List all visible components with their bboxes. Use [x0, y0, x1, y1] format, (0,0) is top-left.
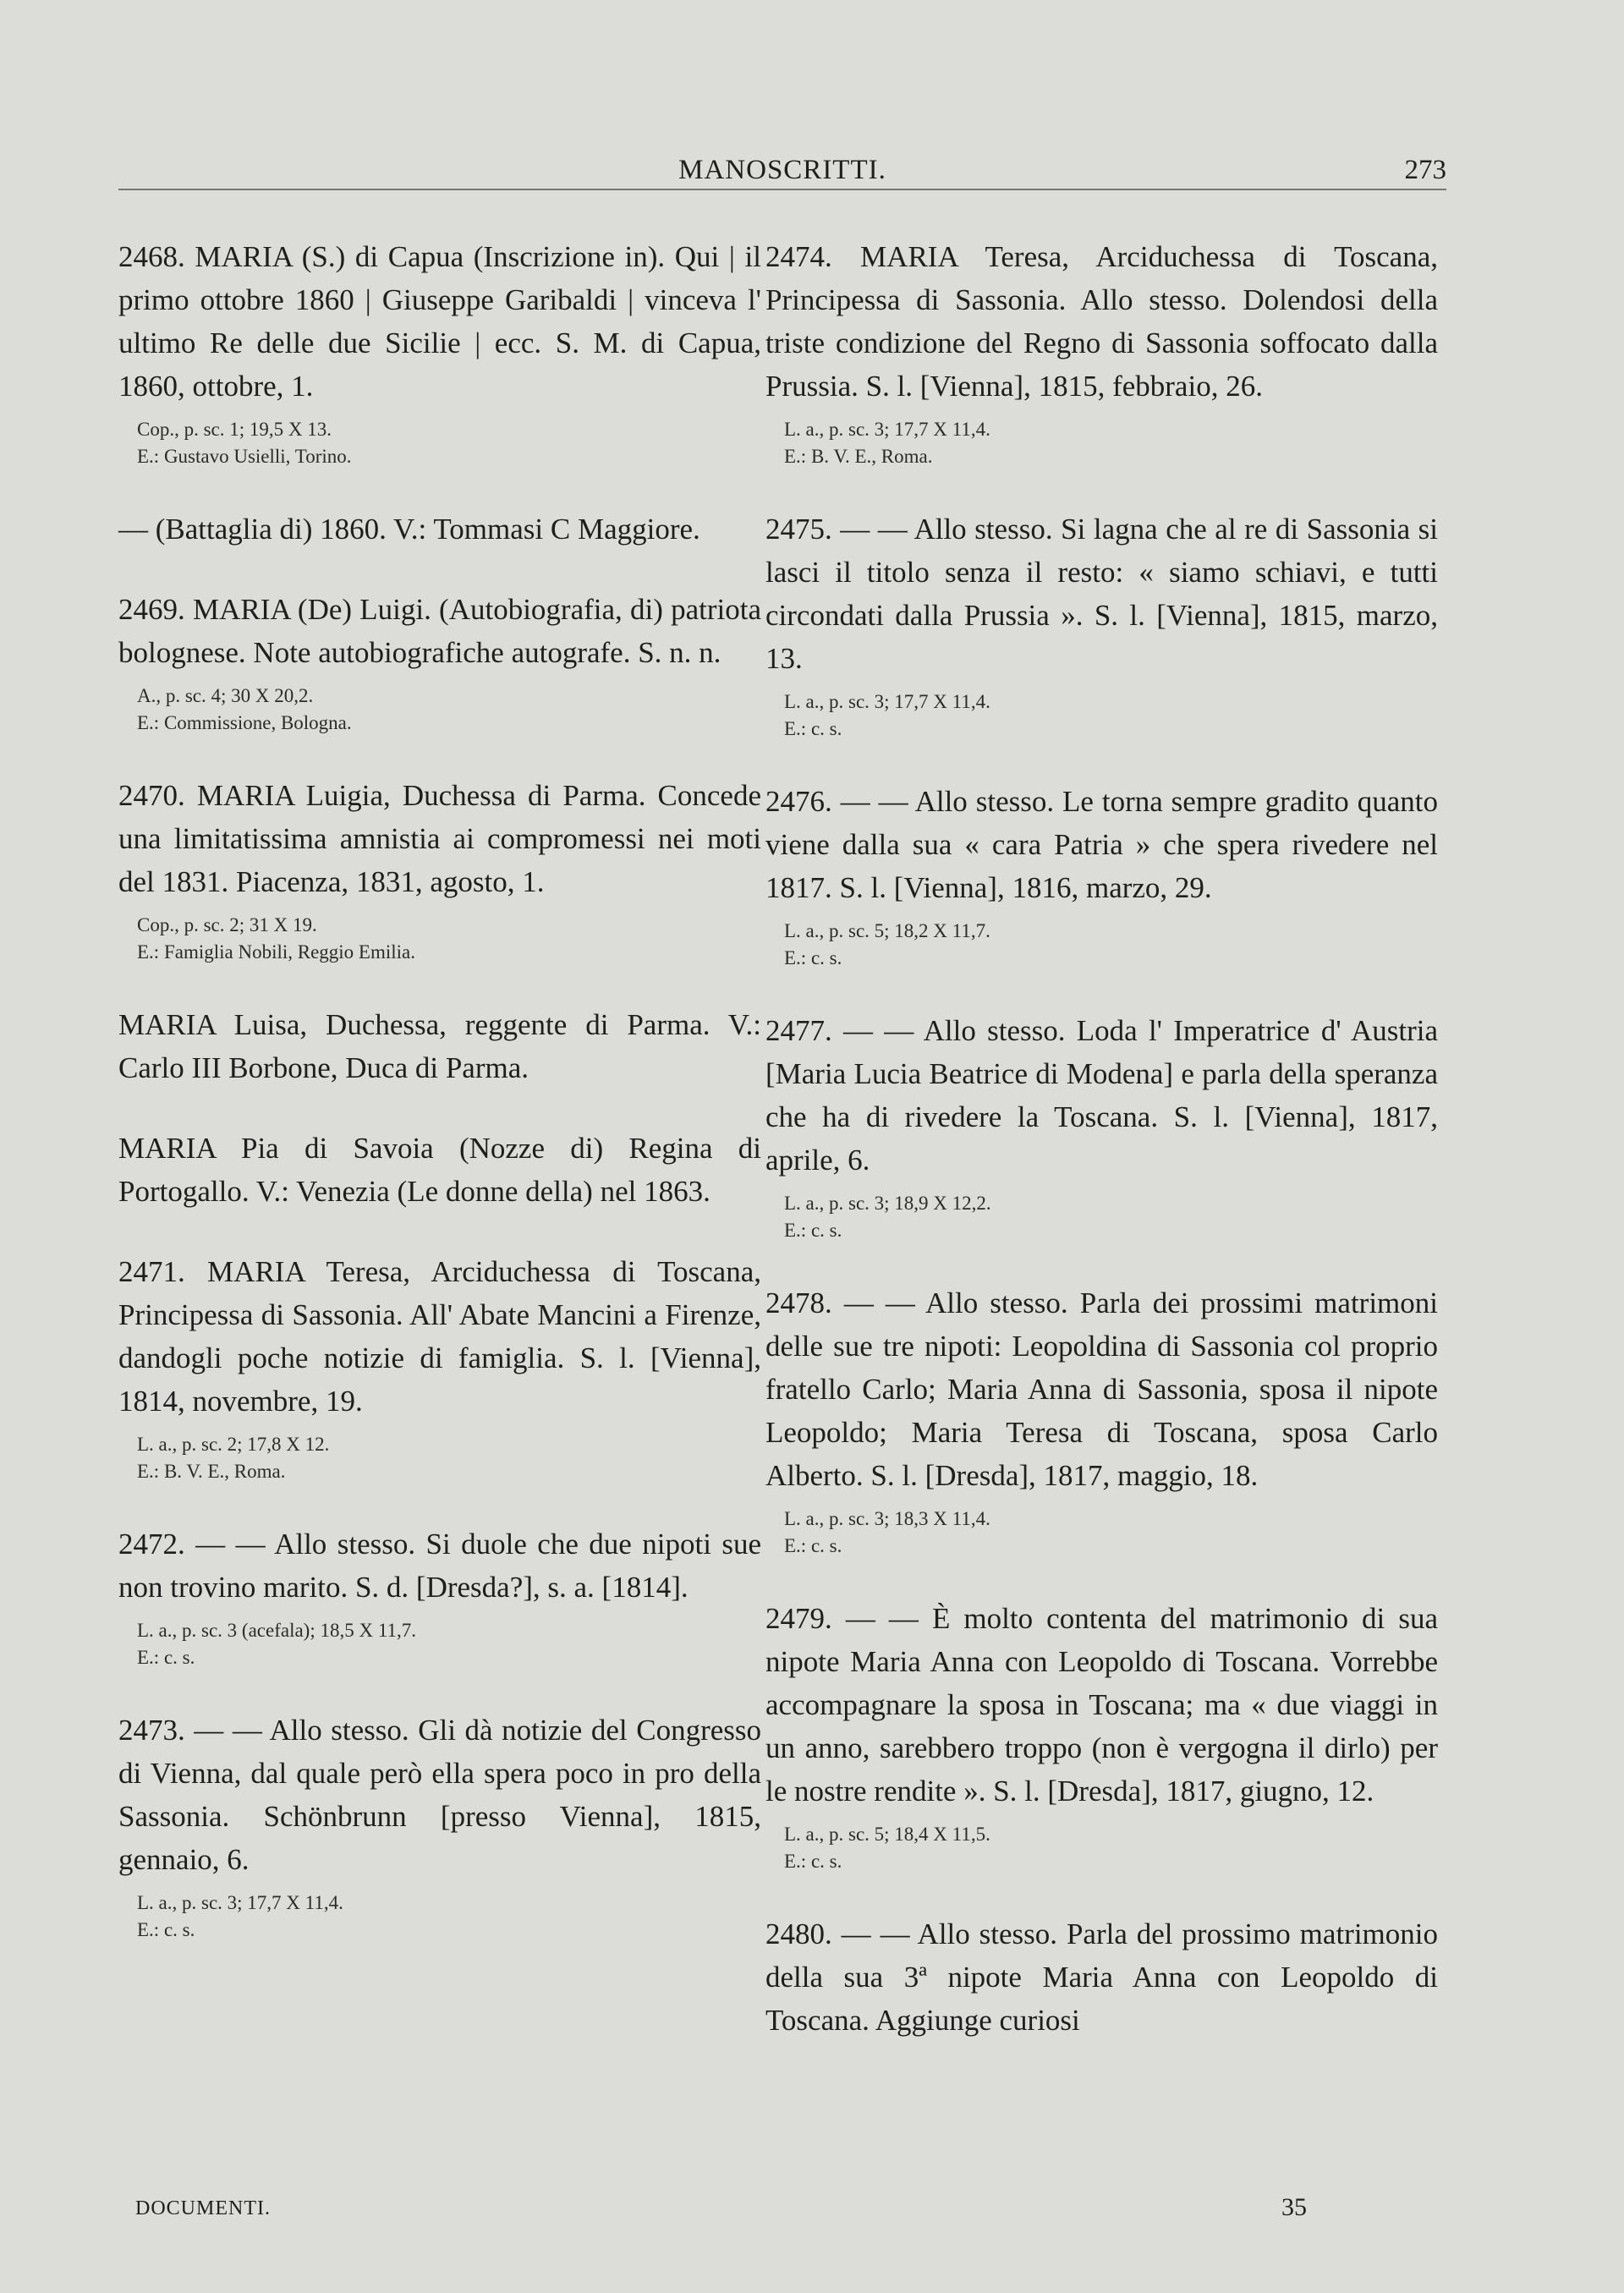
catalog-entry	[118, 1127, 761, 1213]
entry-meta-line: Cop., p. sc. 2; 31 X 19.	[137, 914, 317, 935]
entry-text: 2474. MARIA Teresa, Arciduchessa di Toscana, Principessa di Sassonia. Allo stesso. Dolendosi della triste condizione del Regno di Sassonia soffocato dalla Prussia. S. l. [Vienna], 1815, febbraio, 26.	[765, 240, 1438, 403]
entry-text: 2472. — — Allo stesso. Si duole che due nipoti sue non trovino marito. S. d. [Dresda?], s. a. [1814].	[118, 1528, 761, 1604]
entry-meta-line: L. a., p. sc. 3 (acefala); 18,5 X 11,7.	[137, 1620, 416, 1641]
entry-meta-line: E.: c. s.	[137, 1647, 195, 1668]
entry-text: 2477. — — Allo stesso. Loda l' Imperatrice d' Austria [Maria Lucia Beatrice di Modena] e parla della speranza che ha di rivedere la Toscana. S. l. [Vienna], 1817, aprile, 6.	[765, 1014, 1438, 1177]
entry-meta-line: A., p. sc. 4; 30 X 20,2.	[137, 685, 314, 706]
entry-text: 2473. — — Allo stesso. Gli dà notizie del Congresso di Vienna, dal quale però ella spera poco in pro della Sassonia. Schönbrunn [presso Vienna], 1815, gennaio, 6.	[118, 1714, 761, 1876]
entry-meta-line: E.: c. s.	[784, 718, 842, 739]
entry-text: 2480. — — Allo stesso. Parla del prossimo matrimonio della sua 3ª nipote Maria Anna con Leopoldo di Toscana. Aggiunge curiosi	[765, 1917, 1438, 2037]
catalog-entry	[118, 235, 761, 470]
entry-meta-line: E.: c. s.	[784, 1851, 842, 1872]
entry-meta-line: L. a., p. sc. 3; 18,9 X 12,2.	[784, 1193, 991, 1214]
entry-text: 2476. — — Allo stesso. Le torna sempre gradito quanto viene dalla sua « cara Patria » che spera rivedere nel 1817. S. l. [Vienna], 1816, marzo, 29.	[765, 785, 1438, 904]
entry-meta-line: E.: Famiglia Nobili, Reggio Emilia.	[137, 941, 415, 963]
catalog-entry	[118, 774, 761, 966]
entry-meta-line: L. a., p. sc. 5; 18,4 X 11,5.	[784, 1824, 990, 1845]
entry-meta-line: E.: c. s.	[137, 1919, 195, 1940]
entry-text: MARIA Pia di Savoia (Nozze di) Regina di Portogallo. V.: Venezia (Le donne della) nel 1863.	[118, 1132, 761, 1208]
entry-text: MARIA Luisa, Duchessa, reggente di Parma. V.: Carlo III Borbone, Duca di Parma.	[118, 1008, 761, 1084]
entry-meta	[137, 416, 761, 470]
entry-meta-line: E.: B. V. E., Roma.	[784, 446, 933, 467]
catalog-entry	[765, 507, 1438, 743]
catalog-entry	[118, 507, 761, 551]
catalog-entry	[118, 1709, 761, 1944]
catalog-entry	[118, 1250, 761, 1485]
catalog-entry	[118, 1003, 761, 1089]
entry-meta-line: L. a., p. sc. 3; 17,7 X 11,4.	[784, 691, 990, 712]
entry-meta-line: E.: Gustavo Usielli, Torino.	[137, 446, 352, 467]
entry-meta-line: L. a., p. sc. 3; 18,3 X 11,4.	[784, 1508, 990, 1529]
catalog-entry	[765, 1281, 1438, 1560]
entry-meta-line: L. a., p. sc. 2; 17,8 X 12.	[137, 1434, 330, 1455]
catalog-entry	[118, 1522, 761, 1671]
entry-meta-line: E.: c. s.	[784, 1220, 842, 1241]
entry-meta	[784, 918, 1438, 972]
left-column	[118, 235, 761, 1981]
entry-text: 2470. MARIA Luigia, Duchessa di Parma. Concede una limitatissima amnistia ai compromessi nei moti del 1831. Piacenza, 1831, agosto, 1.	[118, 779, 761, 898]
entry-meta-line: L. a., p. sc. 5; 18,2 X 11,7.	[784, 920, 990, 941]
entry-text: 2469. MARIA (De) Luigi. (Autobiografia, di) patriota bolognese. Note autobiografiche autografe. S. n. n.	[118, 593, 761, 669]
entry-meta	[784, 1506, 1438, 1560]
entry-text: 2468. MARIA (S.) di Capua (Inscrizione in). Qui | il primo ottobre 1860 | Giuseppe Garibaldi | vinceva l' ultimo Re delle due Sicilie | ecc. S. M. di Capua, 1860, ottobre, 1.	[118, 240, 761, 403]
entry-meta-line: E.: c. s.	[784, 1535, 842, 1556]
entry-meta	[137, 1617, 761, 1671]
entry-meta-line: E.: Commissione, Bologna.	[137, 712, 352, 733]
entry-text: 2478. — — Allo stesso. Parla dei prossimi matrimoni delle sue tre nipoti: Leopoldina di Sassonia col proprio fratello Carlo; Maria Anna di Sassonia, sposa il nipote Leopoldo; Maria Teresa di Toscana, sposa Carlo Alberto. S. l. [Dresda], 1817, maggio, 18.	[765, 1286, 1438, 1492]
entry-text: 2475. — — Allo stesso. Si lagna che al re di Sassonia si lasci il titolo senza il resto: « siamo schiavi, e tutti circondati dalla Prussia ». S. l. [Vienna], 1815, marzo, 13.	[765, 513, 1438, 675]
catalog-entry	[765, 780, 1438, 972]
entry-text: 2479. — — È molto contenta del matrimonio di sua nipote Maria Anna con Leopoldo di Toscana. Vorrebbe accompagnare la sposa in Toscana; ma « due viaggi in un anno, sarebbero troppo (non è vergogna il dirlo) per le nostre rendite ». S. l. [Dresda], 1817, giugno, 12.	[765, 1602, 1438, 1808]
entry-meta	[784, 416, 1438, 470]
entry-meta	[137, 683, 761, 737]
right-column	[765, 235, 1438, 2079]
entry-meta-line: L. a., p. sc. 3; 17,7 X 11,4.	[784, 419, 990, 440]
catalog-entry	[765, 1009, 1438, 1244]
entry-text: — (Battaglia di) 1860. V.: Tommasi C Maggiore.	[118, 513, 700, 546]
page-number: 273	[1404, 155, 1446, 185]
entry-meta-line: L. a., p. sc. 3; 17,7 X 11,4.	[137, 1892, 343, 1913]
entry-meta	[137, 1431, 761, 1485]
catalog-entry	[118, 588, 761, 737]
entry-meta	[137, 1890, 761, 1944]
catalog-entry	[765, 1597, 1438, 1875]
page-title: MANOSCRITTI.	[678, 155, 886, 185]
catalog-entry	[765, 1912, 1438, 2042]
folio-number: 35	[1281, 2193, 1307, 2221]
entry-meta-line: E.: c. s.	[784, 947, 842, 968]
entry-meta-line: Cop., p. sc. 1; 19,5 X 13.	[137, 419, 332, 440]
running-head	[118, 155, 1446, 190]
entry-meta-line: E.: B. V. E., Roma.	[137, 1461, 286, 1482]
entry-text: 2471. MARIA Teresa, Arciduchessa di Toscana, Principessa di Sassonia. All' Abate Mancini a Firenze, dandogli poche notizie di famiglia. S. l. [Vienna], 1814, novembre, 19.	[118, 1255, 761, 1418]
entry-meta	[137, 912, 761, 966]
catalog-entry	[765, 235, 1438, 470]
signature-mark: DOCUMENTI.	[135, 2197, 271, 2219]
entry-meta	[784, 1190, 1438, 1244]
entry-meta	[784, 688, 1438, 743]
entry-meta	[784, 1821, 1438, 1875]
